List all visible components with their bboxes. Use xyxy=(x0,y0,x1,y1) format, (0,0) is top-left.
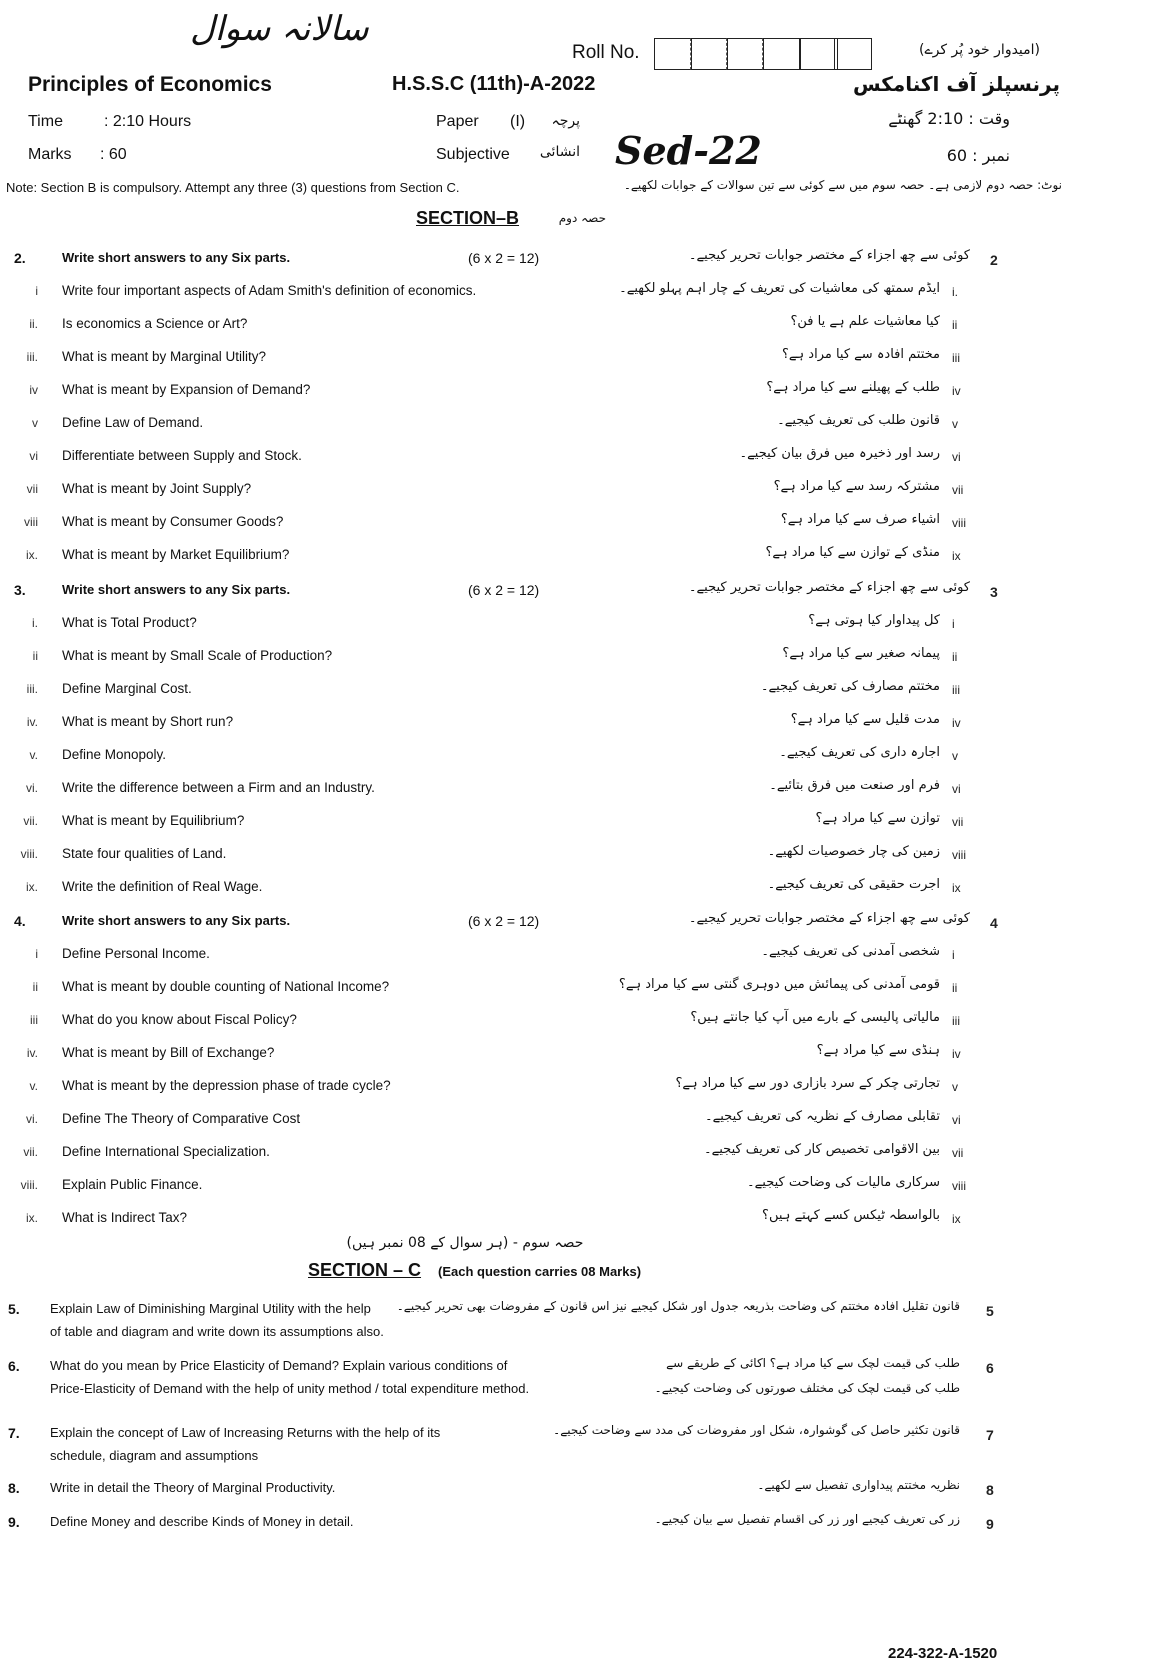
part-number-ur: i. xyxy=(952,285,958,299)
section-b-title: SECTION–B xyxy=(416,208,520,228)
part-number-ur: vi xyxy=(952,782,961,796)
part-question: Define International Specialization. xyxy=(62,1144,270,1159)
time-value: : 2:10 Hours xyxy=(104,113,192,130)
part-question-ur: مدت قلیل سے کیا مراد ہے؟ xyxy=(790,712,940,727)
long-question-line2: Price-Elasticity of Demand with the help of unity method / total expenditure method. xyxy=(50,1381,530,1396)
part-question: Write the difference between a Firm and an Industry. xyxy=(62,780,375,795)
part-question: State four qualities of Land. xyxy=(62,846,227,861)
part-question-ur: تجارتی چکر کے سرد بازاری دور سے کیا مراد ہے؟ xyxy=(675,1076,940,1091)
part-number: ii xyxy=(32,649,38,663)
long-question-number-ur: 8 xyxy=(986,1482,994,1498)
part-question: Write the definition of Real Wage. xyxy=(62,879,263,894)
long-question-number-ur: 7 xyxy=(986,1427,994,1443)
part-question-ur: قومی آمدنی کی پیمائش میں دوہری گنتی سے کیا مراد ہے؟ xyxy=(618,977,940,992)
part-question: What is meant by Short run? xyxy=(62,714,234,729)
long-question-number: 9. xyxy=(8,1514,20,1530)
part-question: What is Indirect Tax? xyxy=(62,1210,188,1225)
part-number: i xyxy=(35,284,38,298)
footer-code: 224-322-A-1520 xyxy=(888,1645,998,1662)
part-number-ur: iii xyxy=(952,1014,960,1028)
part-question: What is meant by double counting of National Income? xyxy=(62,979,390,994)
section-c-title: SECTION – C xyxy=(308,1260,422,1280)
part-number-ur: v xyxy=(952,749,958,763)
roll-no-label: Roll No. xyxy=(572,42,640,63)
question-number-ur: 3 xyxy=(990,584,998,600)
part-number-ur: v xyxy=(952,417,958,431)
part-number-ur: ix xyxy=(952,1212,961,1226)
question-prompt-ur: کوئی سے چھ اجزاء کے مختصر جوابات تحریر کیجیے۔ xyxy=(688,580,970,595)
part-number-ur: ii xyxy=(952,981,958,995)
part-question-ur: زمین کی چار خصوصیات لکھیے۔ xyxy=(767,844,940,859)
part-question-ur: اشیاء صرف سے کیا مراد ہے؟ xyxy=(780,512,940,527)
part-question-ur: کل پیداوار کیا ہوتی ہے؟ xyxy=(808,613,940,628)
long-question-number-ur: 6 xyxy=(986,1360,994,1376)
roll-no-note-urdu: (امیدوار خود پُر کرے) xyxy=(919,42,1040,58)
part-question: Define The Theory of Comparative Cost xyxy=(62,1111,301,1126)
part-question-ur: ہنڈی سے کیا مراد ہے؟ xyxy=(816,1043,940,1058)
marks-label: Marks xyxy=(28,146,72,163)
part-number: iv xyxy=(29,383,38,397)
paper-value: (I) xyxy=(510,113,526,130)
marks-ur: نمبر : 60 xyxy=(946,146,1010,165)
marks-value: : 60 xyxy=(100,146,127,163)
long-question-number: 6. xyxy=(8,1358,20,1374)
long-question-ur-line1: زر کی تعریف کیجیے اور زر کی اقسام تفصیل سے بیان کیجیے۔ xyxy=(654,1512,960,1526)
paper-label: Paper xyxy=(436,113,479,130)
part-number-ur: ix xyxy=(952,549,961,563)
part-question: Write four important aspects of Adam Smith's definition of economics. xyxy=(62,283,477,298)
long-question-line1: Explain the concept of Law of Increasing Returns with the help of its xyxy=(50,1425,441,1440)
long-question-ur-line1: قانون تکثیر حاصل کی گوشوارہ، شکل اور مفروضات کی مدد سے وضاحت کیجیے۔ xyxy=(553,1423,960,1437)
part-question: What is meant by Market Equilibrium? xyxy=(62,547,290,562)
part-number: viii. xyxy=(20,847,38,861)
part-number: iv. xyxy=(26,1046,38,1060)
long-question-ur-line1: نظریہ مختتم پیداواری تفصیل سے لکھیے۔ xyxy=(757,1478,960,1492)
part-number: ii xyxy=(32,980,38,994)
long-question-line1: Define Money and describe Kinds of Money in detail. xyxy=(50,1514,354,1529)
subjective-label: Subjective xyxy=(436,146,510,163)
part-number-ur: iv xyxy=(952,716,961,730)
part-question-ur: مختتم افادہ سے کیا مراد ہے؟ xyxy=(782,347,940,362)
part-question: What is meant by the depression phase of trade cycle? xyxy=(62,1078,391,1093)
part-number: iii. xyxy=(26,350,38,364)
part-number-ur: vi xyxy=(952,1113,961,1127)
part-number: viii. xyxy=(20,1178,38,1192)
question-prompt-ur: کوئی سے چھ اجزاء کے مختصر جوابات تحریر کیجیے۔ xyxy=(688,248,970,263)
part-question: Define Law of Demand. xyxy=(62,415,204,430)
part-question: What is meant by Bill of Exchange? xyxy=(62,1045,275,1060)
part-question-ur: بین الاقوامی تخصیص کار کی تعریف کیجیے۔ xyxy=(704,1142,940,1157)
long-question-line2: schedule, diagram and assumptions xyxy=(50,1448,259,1463)
part-question-ur: پیمانہ صغیر سے کیا مراد ہے؟ xyxy=(782,646,940,661)
part-question-ur: منڈی کے توازن سے کیا مراد ہے؟ xyxy=(765,545,940,560)
section-c-title-ur: حصہ سوم - (ہر سوال کے 08 نمبر ہیں) xyxy=(346,1235,584,1251)
part-number: v. xyxy=(29,748,38,762)
part-number: iii. xyxy=(26,682,38,696)
part-number-ur: iv xyxy=(952,1047,961,1061)
part-number: vii. xyxy=(23,1145,38,1159)
long-question-ur-line1: قانون تقلیل افادہ مختتم کی وضاحت بذریعہ جدول اور شکل کیجیے نیز اس قانون کے مفروضات بھی تحریر کیجیے۔ xyxy=(396,1299,960,1313)
part-number-ur: ix xyxy=(952,881,961,895)
part-question-ur: بالواسطہ ٹیکس کسے کہتے ہیں؟ xyxy=(762,1208,940,1223)
section-c-subtitle: (Each question carries 08 Marks) xyxy=(438,1264,642,1279)
handwritten-paper-code: Sed-22 xyxy=(615,128,762,173)
question-prompt: Write short answers to any Six parts. xyxy=(62,913,291,928)
part-question-ur: فرم اور صنعت میں فرق بتائیے۔ xyxy=(769,778,940,793)
instructions-note-ur: نوٹ: حصہ دوم لازمی ہے۔ حصہ سوم میں سے کوئی سے تین سوالات کے جوابات لکھیے۔ xyxy=(623,178,1062,192)
part-question-ur: مشترکہ رسد سے کیا مراد ہے؟ xyxy=(773,479,940,494)
part-number-ur: vii xyxy=(952,483,964,497)
part-number: iv. xyxy=(26,715,38,729)
long-question-ur-line2: طلب کی قیمت لچک کی مختلف صورتوں کی وضاحت کیجیے۔ xyxy=(654,1381,960,1395)
part-number-ur: viii xyxy=(952,516,966,530)
instructions-note: Note: Section B is compulsory. Attempt any three (3) questions from Section C. xyxy=(6,180,460,195)
part-number: ix. xyxy=(26,548,38,562)
part-number-ur: i xyxy=(952,617,955,631)
part-number: ix. xyxy=(26,880,38,894)
part-number: iii xyxy=(30,1013,38,1027)
part-number: ix. xyxy=(26,1211,38,1225)
part-question-ur: طلب کے پھیلنے سے کیا مراد ہے؟ xyxy=(766,380,940,395)
part-number: v. xyxy=(29,1079,38,1093)
time-label: Time xyxy=(28,113,63,130)
part-number: v xyxy=(32,416,38,430)
part-number: viii xyxy=(24,515,38,529)
part-question-ur: قانون طلب کی تعریف کیجیے۔ xyxy=(777,413,940,428)
long-question-line1: What do you mean by Price Elasticity of Demand? Explain various conditions of xyxy=(50,1358,508,1373)
part-question-ur: سرکاری مالیات کی وضاحت کیجیے۔ xyxy=(747,1175,940,1190)
part-question-ur: ایڈم سمتھ کی معاشیات کی تعریف کے چار اہم پہلو لکھیے۔ xyxy=(619,281,940,296)
part-number-ur: viii xyxy=(952,1179,966,1193)
part-question: Define Personal Income. xyxy=(62,946,210,961)
part-number-ur: vi xyxy=(952,450,961,464)
part-question-ur: توازن سے کیا مراد ہے؟ xyxy=(815,811,940,826)
long-question-number: 7. xyxy=(8,1425,20,1441)
part-question-ur: اجرت حقیقی کی تعریف کیجیے۔ xyxy=(767,877,940,892)
handwritten-note: سالانہ سوال xyxy=(190,9,369,49)
part-question: What is meant by Consumer Goods? xyxy=(62,514,284,529)
part-question-ur: رسد اور ذخیرہ میں فرق بیان کیجیے۔ xyxy=(739,446,940,461)
part-number-ur: iv xyxy=(952,384,961,398)
part-question: Define Monopoly. xyxy=(62,747,167,762)
part-question-ur: اجارہ داری کی تعریف کیجیے۔ xyxy=(779,745,940,760)
part-question: What do you know about Fiscal Policy? xyxy=(62,1012,297,1027)
part-number-ur: ii xyxy=(952,318,958,332)
part-question: Define Marginal Cost. xyxy=(62,681,192,696)
section-b-title-ur: حصہ دوم xyxy=(558,211,606,225)
subjective-label-ur: انشائی xyxy=(539,144,580,160)
part-question-ur: تقابلی مصارف کے نظریہ کی تعریف کیجیے۔ xyxy=(705,1109,940,1124)
part-number-ur: i xyxy=(952,948,955,962)
question-marks: (6 x 2 = 12) xyxy=(468,250,540,266)
long-question-line1: Explain Law of Diminishing Marginal Utility with the help xyxy=(50,1301,371,1316)
time-ur: وقت : 2:10 گھنٹے xyxy=(888,109,1010,128)
part-number: vii. xyxy=(23,814,38,828)
part-number: vi xyxy=(29,449,38,463)
paper-label-ur: پرچہ xyxy=(551,113,580,129)
long-question-number-ur: 5 xyxy=(986,1303,994,1319)
part-number-ur: iii xyxy=(952,351,960,365)
part-number-ur: vii xyxy=(952,1146,964,1160)
question-number-ur: 2 xyxy=(990,252,998,268)
question-number-ur: 4 xyxy=(990,915,998,931)
part-question: What is Total Product? xyxy=(62,615,197,630)
subject-title-en: Principles of Economics xyxy=(28,73,272,96)
question-number: 4. xyxy=(14,913,26,929)
part-question: What is meant by Marginal Utility? xyxy=(62,349,267,364)
part-number-ur: viii xyxy=(952,848,966,862)
question-number: 2. xyxy=(14,250,26,266)
question-prompt-ur: کوئی سے چھ اجزاء کے مختصر جوابات تحریر کیجیے۔ xyxy=(688,911,970,926)
question-prompt: Write short answers to any Six parts. xyxy=(62,582,291,597)
long-question-number: 8. xyxy=(8,1480,20,1496)
long-question-number-ur: 9 xyxy=(986,1516,994,1532)
part-question: Differentiate between Supply and Stock. xyxy=(62,448,302,463)
exam-title: H.S.S.C (11th)-A-2022 xyxy=(392,73,596,95)
part-question-ur: مختتم مصارف کی تعریف کیجیے۔ xyxy=(760,679,940,694)
long-question-number: 5. xyxy=(8,1301,20,1317)
part-question: What is meant by Small Scale of Production? xyxy=(62,648,333,663)
part-question: What is meant by Expansion of Demand? xyxy=(62,382,311,397)
question-prompt: Write short answers to any Six parts. xyxy=(62,250,291,265)
part-number-ur: v xyxy=(952,1080,958,1094)
part-question: Explain Public Finance. xyxy=(62,1177,203,1192)
long-question-ur-line1: طلب کی قیمت لچک سے کیا مراد ہے؟ اکائی کے طریقے سے xyxy=(666,1356,960,1370)
long-question-line2: of table and diagram and write down its assumptions also. xyxy=(50,1324,384,1339)
long-question-line1: Write in detail the Theory of Marginal Productivity. xyxy=(50,1480,336,1495)
question-marks: (6 x 2 = 12) xyxy=(468,913,540,929)
subject-title-ur: پرنسپلز آف اکنامکس xyxy=(852,72,1060,96)
part-number: vi. xyxy=(26,781,38,795)
part-number: i xyxy=(35,947,38,961)
part-number: vi. xyxy=(26,1112,38,1126)
part-question: What is meant by Equilibrium? xyxy=(62,813,245,828)
question-marks: (6 x 2 = 12) xyxy=(468,582,540,598)
part-number: ii. xyxy=(29,317,38,331)
part-question: Is economics a Science or Art? xyxy=(62,316,248,331)
part-number-ur: iii xyxy=(952,683,960,697)
part-number-ur: vii xyxy=(952,815,964,829)
part-question: What is meant by Joint Supply? xyxy=(62,481,252,496)
part-question-ur: شخصی آمدنی کی تعریف کیجیے۔ xyxy=(761,944,940,959)
part-number-ur: ii xyxy=(952,650,958,664)
question-number: 3. xyxy=(14,582,26,598)
part-question-ur: کیا معاشیات علم ہے یا فن؟ xyxy=(790,314,940,329)
part-question-ur: مالیاتی پالیسی کے بارے میں آپ کیا جانتے ہیں؟ xyxy=(690,1010,940,1025)
part-number: i. xyxy=(32,616,38,630)
part-number: vii xyxy=(26,482,38,496)
